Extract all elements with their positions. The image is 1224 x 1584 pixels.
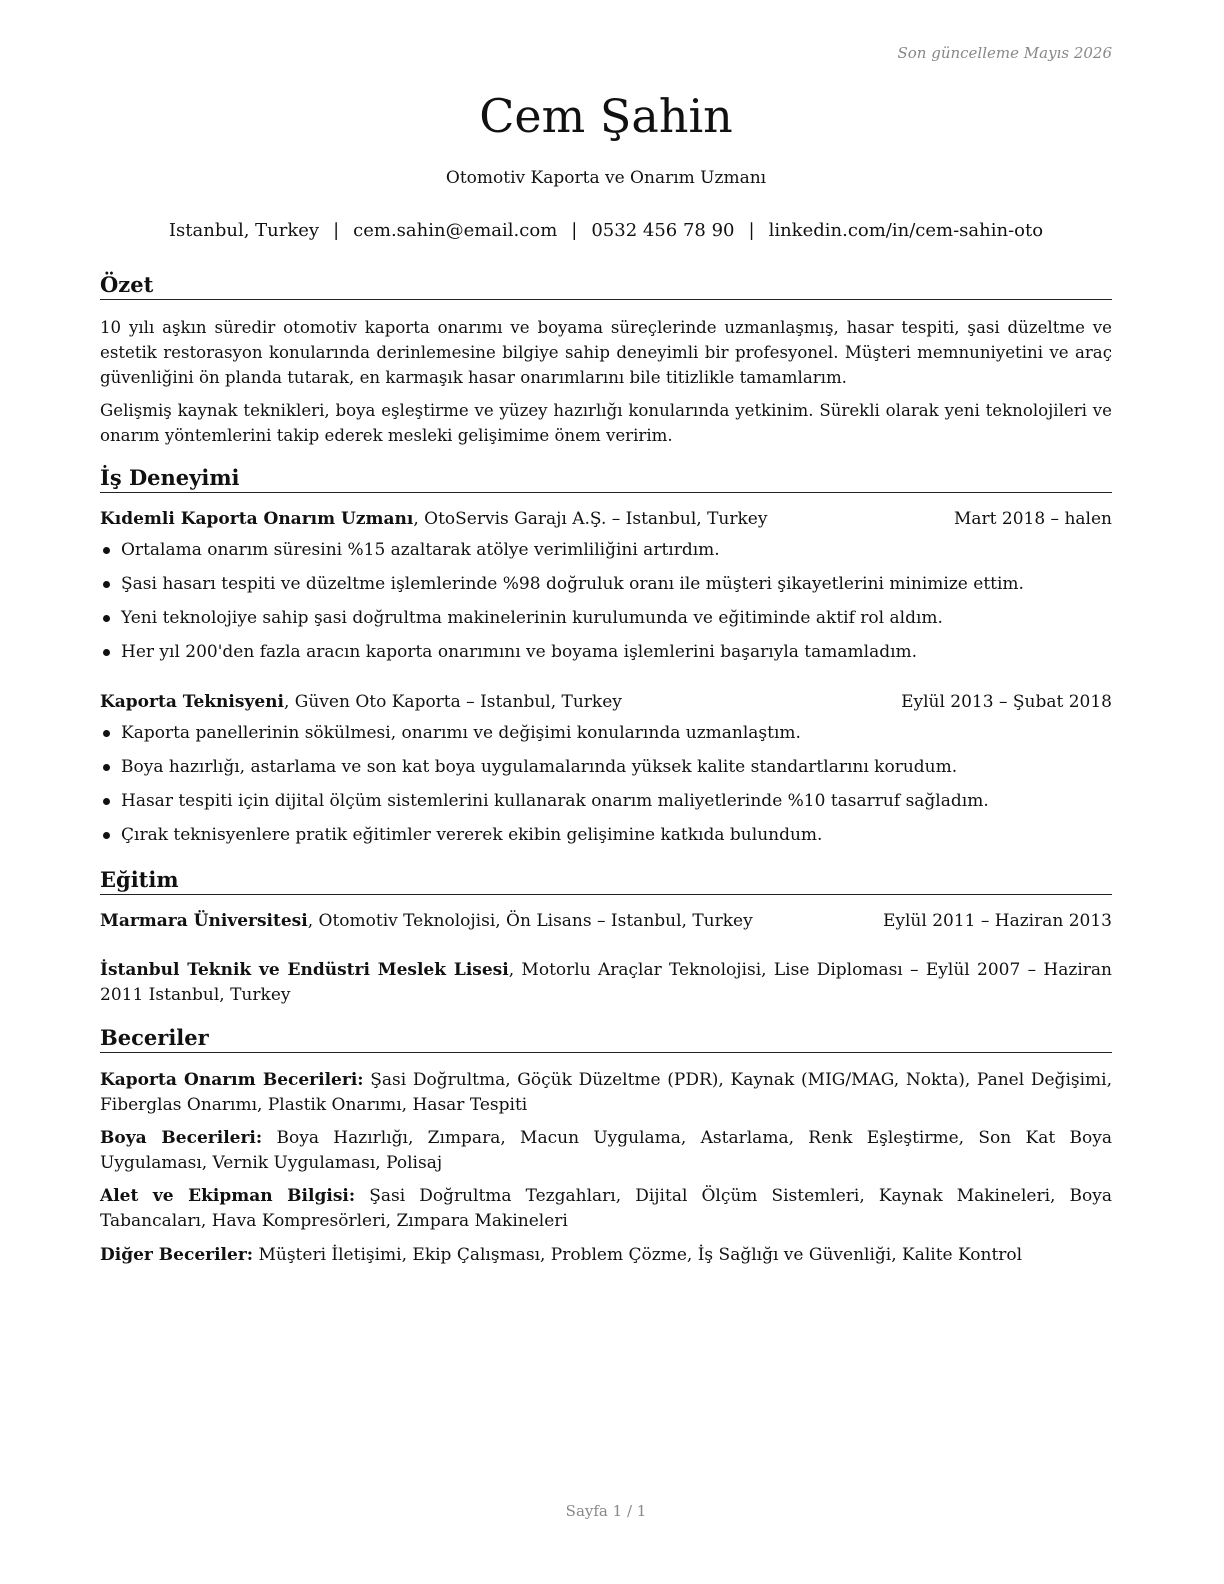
skill-label: Alet ve Ekipman Bilgisi: (100, 1186, 356, 1206)
skill-items: Şasi Doğrultma Tezgahları, Dijital Ölçüm Sistemleri, Kaynak Makineleri, Boya Tabancaları, Hava Kompresörleri, Zımpara Makineleri (100, 1186, 1112, 1231)
list-item (100, 824, 1112, 858)
contact-line (100, 220, 1112, 241)
bullet-icon (103, 615, 110, 622)
bullet-text: Çırak teknisyenlere pratik eğitimler vererek ekibin gelişimine katkıda bulundum. (121, 825, 823, 845)
skill-items: Boya Hazırlığı, Zımpara, Macun Uygulama, Astarlama, Renk Eşleştirme, Son Kat Boya Uygulaması, Vernik Uygulaması, Polisaj (100, 1128, 1112, 1173)
bullet-icon (103, 764, 110, 771)
skill-group (100, 1068, 1112, 1118)
bullet-icon (103, 547, 110, 554)
bullet-text: Her yıl 200'den fazla aracın kaporta onarımını ve boyama işlemlerini başarıyla tamamladım. (121, 642, 918, 662)
contact-email[interactable]: cem.sahin@email.com (353, 220, 558, 241)
section-title-experience: İş Deneyimi (100, 464, 1112, 493)
skill-items: Şasi Doğrultma, Göçük Düzeltme (PDR), Kaynak (MIG/MAG, Nokta), Panel Değişimi, Fiberglas Onarımı, Plastik Onarımı, Hasar Tespiti (100, 1070, 1112, 1115)
bullet-text: Ortalama onarım süresini %15 azaltarak atölye verimliliğini artırdım. (121, 540, 720, 560)
bullet-icon (103, 730, 110, 737)
skill-group (100, 1184, 1112, 1234)
education-dates: Eylül 2011 – Haziran 2013 (882, 911, 1112, 931)
contact-separator: | (748, 220, 755, 241)
summary-paragraph: Gelişmiş kaynak teknikleri, boya eşleştirme ve yüzey hazırlığı konularında yetkinim. Sürekli olarak yeni teknolojileri ve onarım yöntemlerini takip ederek mesleki gelişimime önem veririm. (100, 401, 1112, 445)
education-detail: , Otomotiv Teknolojisi, Ön Lisans – Istanbul, Turkey (307, 911, 753, 931)
education-item (100, 958, 1112, 1008)
skill-label: Diğer Beceriler: (100, 1245, 254, 1265)
job-position: Kıdemli Kaporta Onarım Uzmanı (100, 509, 414, 529)
bullet-icon (103, 832, 110, 839)
education-detail: , Motorlu Araçlar Teknolojisi, Lise Diploması – Eylül 2007 – Haziran 2011 Istanbul, Turkey (100, 960, 1112, 1005)
bullet-text: Şasi hasarı tespiti ve düzeltme işlemlerinde %98 doğruluk oranı ile müşteri şikayetlerini minimize ettim. (121, 574, 1024, 594)
section-title-summary: Özet (100, 271, 1112, 300)
skill-label: Boya Becerileri: (100, 1128, 263, 1148)
bullet-text: Yeni teknolojiye sahip şasi doğrultma makinelerinin kurulumunda ve eğitiminde aktif rol aldım. (121, 608, 943, 628)
page-number: Sayfa 1 / 1 (565, 1502, 647, 1520)
bullet-icon (103, 649, 110, 656)
list-item (100, 790, 1112, 824)
contact-separator: | (571, 220, 578, 241)
summary-paragraph: 10 yılı aşkın süredir otomotiv kaporta onarımı ve boyama süreçlerinde uzmanlaşmış, hasar tespiti, şasi düzeltme ve estetik restorasyon konularında derinlemesine bilgiye sahip deneyimli bir profesyonel. Müşteri memnuniyetini ve araç güvenliğini ön planda tutarak, en karmaşık hasar onarımlarını bile titizlikle tamamlarım. (100, 318, 1112, 387)
bullet-text: Hasar tespiti için dijital ölçüm sistemlerini kullanarak onarım maliyetlerinde %10 tasarruf sağladım. (121, 791, 989, 811)
contact-linkedin[interactable]: linkedin.com/in/cem-sahin-oto (768, 220, 1044, 241)
resume-page (100, 0, 1112, 1584)
list-item (100, 722, 1112, 756)
job-dates: Mart 2018 – halen (953, 509, 1112, 529)
last-updated: Son güncelleme Mayıs 2026 (897, 44, 1112, 62)
school-name: İstanbul Teknik ve Endüstri Meslek Lisesi (100, 960, 509, 980)
list-item (100, 539, 1112, 573)
job-company: , OtoServis Garajı A.Ş. – Istanbul, Turkey (413, 509, 768, 529)
school-name: Marmara Üniversitesi (100, 911, 308, 931)
bullet-text: Kaporta panellerinin sökülmesi, onarımı ve değişimi konularında uzmanlaştım. (121, 723, 801, 743)
skill-group (100, 1126, 1112, 1176)
job-bullets (100, 539, 1112, 675)
job-bullets (100, 722, 1112, 858)
contact-phone: 0532 456 78 90 (591, 220, 735, 241)
list-item (100, 573, 1112, 607)
job-position: Kaporta Teknisyeni (100, 692, 284, 712)
candidate-name: Cem Şahin (479, 89, 733, 143)
job-header (100, 507, 1112, 532)
contact-location: Istanbul, Turkey (168, 220, 320, 241)
job-company: , Güven Oto Kaporta – Istanbul, Turkey (283, 692, 622, 712)
list-item (100, 607, 1112, 641)
job-dates: Eylül 2013 – Şubat 2018 (901, 692, 1112, 712)
skill-items: Müşteri İletişimi, Ekip Çalışması, Problem Çözme, İş Sağlığı ve Güvenliği, Kalite Kontrol (253, 1245, 1023, 1265)
skill-label: Kaporta Onarım Becerileri: (100, 1070, 364, 1090)
section-title-skills: Beceriler (100, 1024, 1112, 1053)
list-item (100, 641, 1112, 675)
contact-separator: | (333, 220, 340, 241)
bullet-text: Boya hazırlığı, astarlama ve son kat boya uygulamalarında yüksek kalite standartlarını korudum. (121, 757, 958, 777)
list-item (100, 756, 1112, 790)
bullet-icon (103, 798, 110, 805)
skill-group (100, 1243, 1112, 1268)
education-item (100, 909, 1112, 934)
section-title-education: Eğitim (100, 866, 1112, 895)
job-title: Otomotiv Kaporta ve Onarım Uzmanı (445, 168, 767, 188)
job-header (100, 690, 1112, 715)
bullet-icon (103, 581, 110, 588)
